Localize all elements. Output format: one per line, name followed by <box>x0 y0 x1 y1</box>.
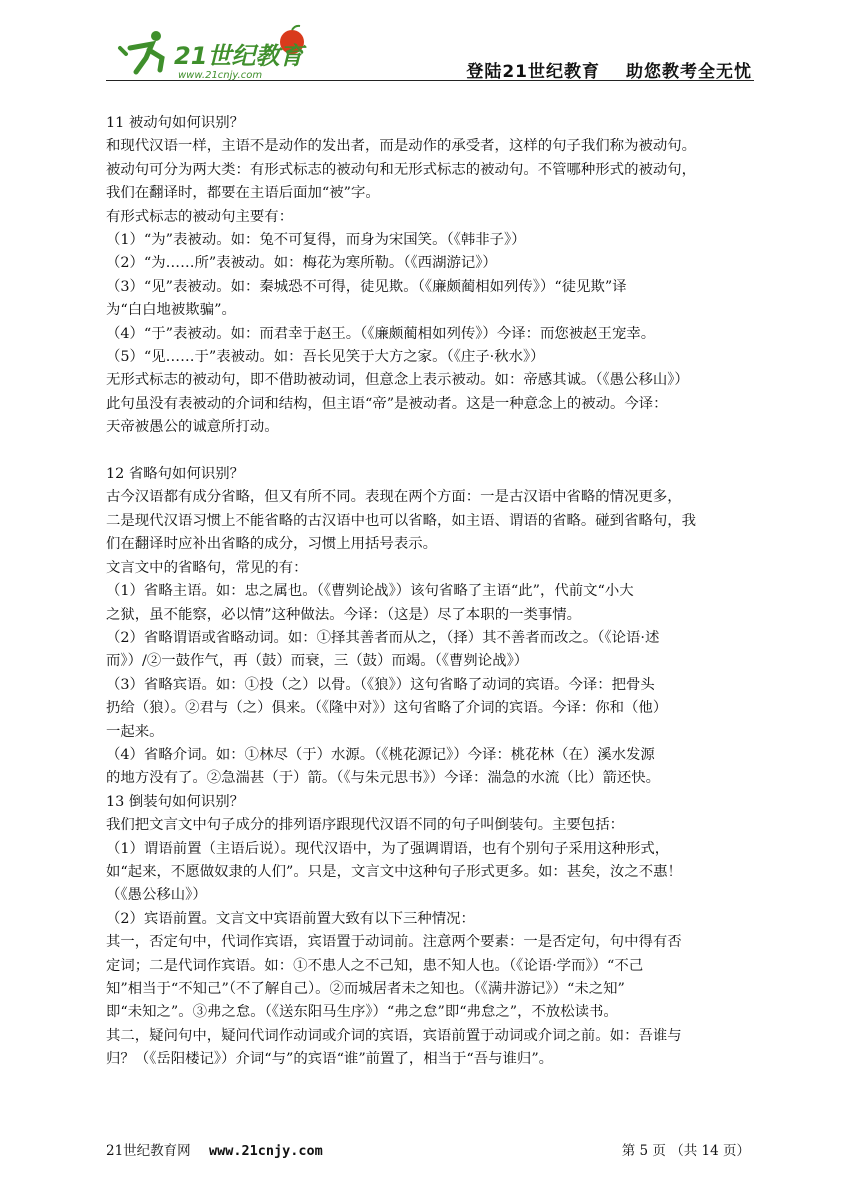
text-line: 我们在翻译时，都要在主语后面加“被”字。 <box>106 185 380 202</box>
header-divider <box>106 80 754 81</box>
slogan-login: 登陆21世纪教育 <box>466 62 600 82</box>
text-line: 有形式标志的被动句主要有： <box>106 208 294 225</box>
page-number: 第 5 页 （共 14 页） <box>621 1143 750 1159</box>
text-line: 之狱，虽不能察，必以情”这种做法。今译：（这是）尽了本职的一类事情。 <box>106 606 582 623</box>
page-header <box>106 20 754 82</box>
header-slogan <box>466 57 752 82</box>
text-line: （3）省略宾语。如：①投（之）以骨。（《狼》）这句省略了动词的宾语。今译：把骨头 <box>106 676 655 693</box>
page-footer <box>106 1139 754 1159</box>
slogan-tagline: 助您教考全无忧 <box>626 62 752 82</box>
text-line: 和现代汉语一样，主语不是动作的发出者，而是动作的承受者，这样的句子我们称为被动句。 <box>106 138 697 155</box>
text-line: 13 倒装句如何识别？ <box>106 793 245 810</box>
text-line: （2）宾语前置。文言文中宾语前置大致有以下三种情况： <box>106 910 475 927</box>
text-line: 12 省略句如何识别？ <box>106 466 245 483</box>
footer-site-name: 21世纪教育网 <box>106 1143 191 1159</box>
text-line <box>106 440 758 463</box>
text-line: （3）“见”表被动。如：秦城恐不可得，徒见欺。（《廉颇蔺相如列传》）“徒见欺”译 <box>106 278 627 295</box>
text-line: 归？（《岳阳楼记》）介词“与”的宾语“谁”前置了，相当于“吾与谁归”。 <box>106 1051 554 1068</box>
text-line: 其二，疑问句中，疑问代词作动词或介词的宾语，宾语前置于动词或介词之前。如：吾谁与 <box>106 1027 682 1044</box>
text-line: 古今汉语都有成分省略，但又有所不同。表现在两个方面：一是古汉语中省略的情况更多， <box>106 489 682 506</box>
text-line: 如“起来，不愿做奴隶的人们”。只是，文言文中这种句子形式更多。如：甚矣，汝之不惠！ <box>106 863 682 880</box>
text-line: 无形式标志的被动句，即不借助被动词，但意念上表示被动。如：帝感其诚。（《愚公移山》） <box>106 372 689 389</box>
text-line: 二是现代汉语习惯上不能省略的古汉语中也可以省略，如主语、谓语的省略。碰到省略句，我 <box>106 512 697 529</box>
text-line: （1）省略主语。如：忠之属也。（《曹刿论战》）该句省略了主语“此”，代前文“小大 <box>106 583 634 600</box>
text-line: 其一，否定句中，代词作宾语，宾语置于动词前。注意两个要素：一是否定句，句中得有否 <box>106 934 682 951</box>
text-line: 11 被动句如何识别？ <box>106 115 245 131</box>
text-line: （1）谓语前置（主语后说）。现代汉语中，为了强调谓语，也有个别句子采用这种形式， <box>106 840 670 857</box>
text-line: 而》）/②一鼓作气，再（鼓）而衰，三（鼓）而竭。（《曹刿论战》） <box>106 653 529 670</box>
text-line: （4）“于”表被动。如：而君幸于赵王。（《廉颇蔺相如列传》）今译：而您被赵王宠幸。 <box>106 325 656 342</box>
text-line: 此句虽没有表被动的介词和结构，但主语“帝”是被动者。这是一种意念上的被动。今译： <box>106 395 668 412</box>
text-line: 的地方没有了。②急湍甚（于）箭。（《与朱元思书》）今译：湍急的水流（比）箭还快。 <box>106 770 661 787</box>
text-line: （2）省略谓语或省略动词。如：①择其善者而从之，（择）其不善者而改之。（《论语·述 <box>106 629 660 646</box>
text-line: 知”相当于“不知己”（不了解自己）。②而城居者未之知也。（《满井游记》）“未之知” <box>106 981 625 998</box>
text-line: 为“白白地被欺骗”。 <box>106 302 236 319</box>
runner-icon <box>120 31 162 72</box>
text-line: （4）省略介词。如：①林尽（于）水源。（《桃花源记》）今译：桃花林（在）溪水发源 <box>106 746 655 763</box>
text-line: 我们把文言文中句子成分的排列语序跟现代汉语不同的句子叫倒装句。主要包括： <box>106 817 625 834</box>
text-line: 天帝被愚公的诚意所打动。 <box>106 419 279 436</box>
site-logo <box>116 24 326 82</box>
logo-url: www.21cnjy.com <box>178 70 263 81</box>
text-line: 文言文中的省略句，常见的有： <box>106 559 308 576</box>
text-line: （2）“为……所”表被动。如：梅花为寒所勒。（《西湖游记》） <box>106 255 497 272</box>
footer-url: www.21cnjy.com <box>208 1143 323 1159</box>
text-line: （1）“为”表被动。如：兔不可复得，而身为宋国笑。（《韩非子》） <box>106 232 526 249</box>
text-line: （5）“见……于”表被动。如：吾长见笑于大方之家。（《庄子·秋水》） <box>106 349 545 366</box>
text-line: 们在翻译时应补出省略的成分，习惯上用括号表示。 <box>106 536 437 553</box>
logo-text: 21世纪教育 <box>174 42 304 70</box>
text-line: 定词；二是代词作宾语。如：①不患人之不己知，患不知人也。（《论语·学而》）“不己 <box>106 957 644 974</box>
text-line: 扔给（狼）。②君与（之）俱来。（《隆中对》）这句省略了介词的宾语。今译：你和（他） <box>106 700 668 717</box>
text-line: （《愚公移山》） <box>106 887 207 904</box>
text-line: 被动句可分为两大类：有形式标志的被动句和无形式标志的被动句。不管哪种形式的被动句， <box>106 161 697 178</box>
text-line: 一起来。 <box>106 723 164 740</box>
text-line: 即“未知之”。③弗之怠。（《送东阳马生序》）“弗之怠”即“弗怠之”，不放松读书。 <box>106 1004 618 1021</box>
document-body <box>106 112 758 1072</box>
